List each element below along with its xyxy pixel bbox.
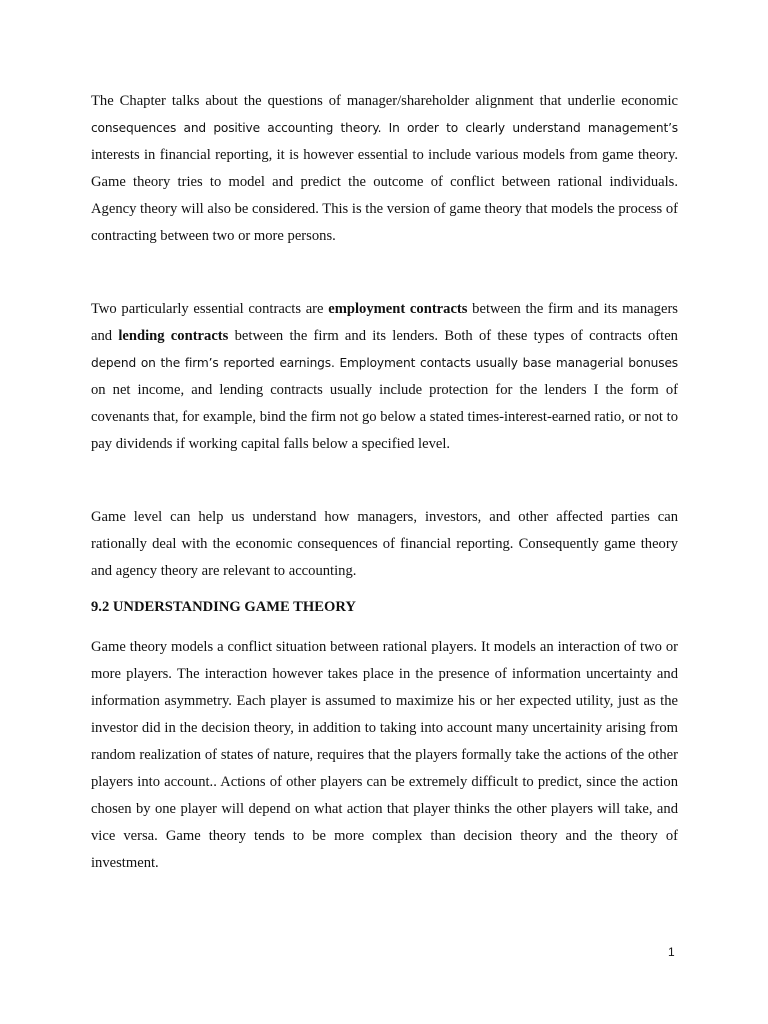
section-heading: 9.2 UNDERSTANDING GAME THEORY — [91, 599, 356, 615]
contracts-text-5: on net income, and lending contracts usually include protection for the lenders I the form of covenants that, for example, bind the firm not go below a stated times-interest-earned ratio, or not to pay dividends if working capital falls below a specified level. — [91, 382, 678, 452]
employment-contracts-term: employment contracts — [328, 301, 468, 317]
intro-text-1: The Chapter talks about the questions of manager/shareholder alignment that underlie economic — [91, 93, 678, 109]
intro-text-3: In order to clearly understand management’s — [381, 121, 678, 135]
contracts-text-4: depend on the firm’s reported earnings. Employment contacts usually base managerial bonuses — [91, 356, 678, 370]
contracts-text-3: between the firm and its lenders. Both of these types of contracts often — [228, 328, 678, 344]
intro-text-4: interests in financial reporting, it is however essential to include various models from game theory. Game theory tries to model and predict the outcome of conflict between rational individuals. Agency theory will also be considered. This is the version of game theory that models the process of contracting between two or more persons. — [91, 147, 678, 244]
paragraph-intro — [91, 88, 678, 250]
paragraph-game-theory: Game theory models a conflict situation between rational players. It models an interaction of two or more players. The interaction however takes place in the presence of information uncertainty and information asymmetry. Each player is assumed to maximize his or her expected utility, just as the investor did in the decision theory, in addition to taking into account many uncertainity arising from random realization of states of nature, requires that the players formally take the actions of the other players into account.. Actions of other players can be extremely difficult to predict, since the action chosen by one player will depend on what action that player thinks the other players will take, and vice versa. Game theory tends to be more complex than decision theory and the theory of investment. — [91, 639, 678, 871]
page-number: 1 — [668, 945, 675, 959]
paragraph-game-level: Game level can help us understand how managers, investors, and other affected parties can rationally deal with the economic consequences of financial reporting. Consequently game theory and agency theory are relevant to accounting. — [91, 509, 678, 579]
contracts-text-2: between the firm and its managers and — [91, 301, 678, 344]
paragraph-contracts — [91, 296, 678, 458]
contracts-text-1: Two particularly essential contracts are — [91, 301, 329, 317]
lending-contracts-term: lending contracts — [118, 328, 229, 344]
intro-text-2: consequences and positive accounting theory. — [91, 121, 382, 135]
